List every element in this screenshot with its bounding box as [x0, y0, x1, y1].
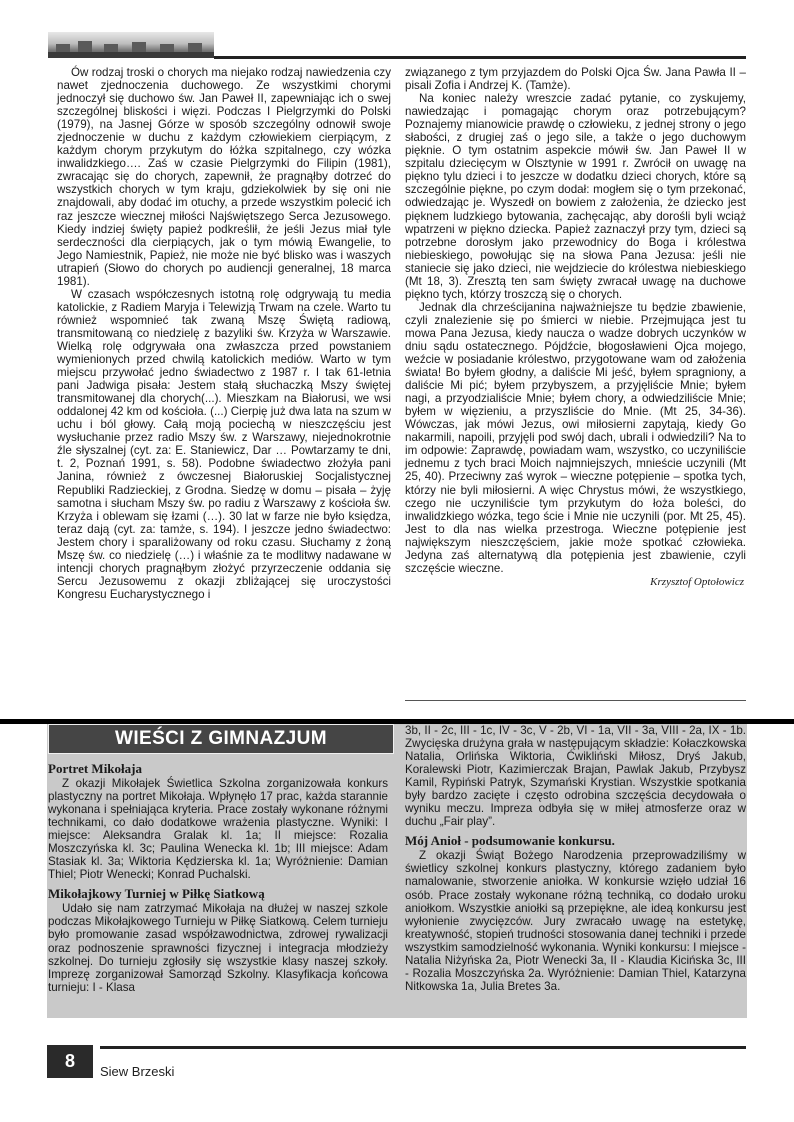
article-paragraph: związanego z tym przyjazdem do Polski Ojca Św. Jana Pawła II – pisali Zofia i Andrzej K. (Tamże). [405, 66, 746, 93]
article-paragraph: Ów rodzaj troski o chorych ma niejako rodzaj nawiedzenia czy nawet zjednoczenia duchowego. Ze wszystkimi chorymi jednoczył się duchowo św. Jan Paweł II, zapewniając ich o swej szczególnej bliskości i więzi. Podczas I Pielgrzymki do Polski (1979), na Jasnej Górze w sposób szczególny odnowił swoje zjednoczenie w duchu z każdym człowiekiem cierpiącym, z każdym chorym przykutym do łóżka szpitalnego, czy wózka inwalidzkiego…. Zaś w czasie Pielgrzymki do Filipin (1981), zwracając się do chorych, zapewnił, że pragnąłby dotrzeć do wszystkich chorych w tym kraju, gdziekolwiek by się oni nie znajdowali, aby dodać im otuchy, a przede wszystkim polecić ich raz jeszcze wiecznej miłości Najświętszego Serca Jezusowego. Kiedy indziej święty papież podkreślił, że jeśli Jezus miał tyle serdeczności dla cierpiących, jak o tym mówią Ewangelie, to Jego Namiestnik, Papież, nie może nie być blisko was i waszych utrapień (Słowo do chorych po audiencji generalnej, 18 marca 1981). [57, 66, 391, 288]
angel-heading: Mój Anioł - podsumowanie konkursu. [405, 833, 615, 849]
header-village-photo [48, 32, 214, 58]
portrait-text: Z okazji Mikołajek Świetlica Szkolna zorganizowała konkurs plastyczny na portret Mikołaja. Wpłynęło 17 prac, każda starannie wykonana i spełniająca kryteria. Prace zostały wykonane różnymi technikami, co dało dodatkowe wrażenia plastyczne. Wyniki: I miejsce: Aleksandra Gralak kl. 1a; II miejsce: Rozalia Moszczyńska kl. 3c; Paulina Wenecka kl. 1b; III miejsce: Adam Stasiak kl. 3a; Wiktoria Kędzierska kl. 1a; Wyróżnienie: Damian Thiel; Piotr Wenecki; Konrad Puchalski. [48, 777, 388, 882]
signature-rule [405, 700, 746, 701]
section-title-banner [48, 724, 394, 754]
volleyball-text-continued: 3b, II - 2c, III - 1c, IV - 3c, V - 2b, VI - 1a, VII - 3a, VIII - 2a, IX - 1b. Zwycięska drużyna grała w następującym składzie: Kołaczkowska Natalia, Orlińska Wiktoria, Ćwikliński Miłosz, Dryś Jakub, Koralewski Piotr, Kazimierczak Brajan, Pawlak Jakub, Przybysz Kamil, Rypiński Patryk, Szymański Krystian. Wszystkie spotkania były bardzo zacięte i często odrobina szczęścia decydowała o wyniku meczu. Impreza odbyła się w miłej atmosferze oraz w duchu „Fair play”. [405, 724, 746, 829]
article-column-left [57, 66, 391, 601]
volleyball-text: Udało się nam zatrzymać Mikołaja na dłużej w naszej szkole podczas Mikołajkowego Turnieju w Piłkę Siatkową. Celem turnieju było promowanie zasad współzawodnictwa, zdrowej rywalizacji oraz podnoszenie sprawności fizycznej i integracja młodzieży szkolnej. Do turnieju zgłosiły się wszystkie klasy naszej szkoły. Imprezę zorganizował Samorząd Szkolny. Klasyfikacja końcowa turnieju: I - Klasa [48, 902, 388, 994]
volleyball-heading: Mikołajkowy Turniej w Piłkę Siatkową [48, 886, 265, 902]
article-column-right [405, 66, 746, 589]
page-number: 8 [47, 1045, 93, 1078]
article-paragraph: W czasach współczesnych istotną rolę odgrywają tu media katolickie, z Radiem Maryja i Telewizją Trwam na czele. Warto tu również wspomnieć tak zwaną Mszę Świętą radiową, transmitowaną co niedzielę z bazyliki św. Krzyża w Warszawie. Wielką rolę odgrywała ona zwłaszcza przed powstaniem wymienionych przed chwilą katolickich mediów. Warto w tym miejscu przywołać jedno świadectwo z 1987 r. I tak 61-letnia pani Jadwiga pisała: Jestem stałą słuchaczką Mszy świętej transmitowanej dla chorych(...). Mieszkam na Białorusi, we wsi oddalonej 42 km od kościoła. (...) Cierpię już dwa lata na szum w uchu i ból głowy. Całą moją pociechą w nieszczęściu jest wysłuchanie przez radio Mszy św. z Warszawy, niejednokrotnie źle słyszalnej (cyt. za: E. Staniewicz, Dar … Powtarzamy te dni, t. 2, Poznań 1991, s. 58). Podobne świadectwo złożyła pani Janina, również z ówczesnej Białoruskiej Socjalistycznej Republiki Radzieckiej, z Grodna. Siedzę w domu – pisała – żyję samotna i słucham Mszy św. po radiu z Warszawy z kościoła św. Krzyża i oblewam się łzami (…). 30 lat w farze nie było księdza, teraz dają (cyt. za: tamże, s. 194). I jeszcze jedno świadectwo: Jestem chory i sparaliżowany od roku czasu. Słuchamy z żoną Mszę św. co niedzielę (…) i właśnie za te modlitwy nadawane w intencji chorych pragnąłbym złożyć przyrzeczenie oddania się Sercu Jezusowemu z okazji zbliżającej się uroczystości Kongresu Eucharystycznego i [57, 287, 391, 601]
news-column-right [405, 724, 746, 993]
article-author: Krzysztof Optołowicz [650, 575, 744, 588]
publication-name: Siew Brzeski [100, 1064, 175, 1079]
section-title: WIEŚCI Z GIMNAZJUM [115, 728, 327, 749]
news-column-left [48, 756, 388, 994]
portrait-heading: Portret Mikołaja [48, 761, 142, 776]
header-rule [214, 56, 746, 59]
article-paragraph: Jednak dla chrześcijanina najważniejsze tu będzie zbawienie, czyli znalezienie się po śmierci w niebie. Przejmująca jest tu mowa Pana Jezusa, kiedy naucza o wadze dobrych uczynków w dniu sądu ostatecznego. Pójdźcie, błogosławieni Ojca mojego, weźcie w posiadanie królestwo, przygotowane wam od założenia świata! Bo byłem głodny, a daliście Mi jeść, byłem spragniony, a daliście Mi pić; byłem przybyszem, a przyjęliście Mnie; byłem nagi, a przyodzialiście Mnie; byłem chory, a odwiedziliście Mnie; byłem w więzieniu, a przyszliście do Mnie. (Mt 25, 34-36). Wówczas, jak mówi Jezus, owi miłosierni zapytają, kiedy Go nakarmili, napoili, przyjęli pod swój dach, ubrali i odwiedzili? Na to im odpowie: Zaprawdę, powiadam wam, wszystko, co uczyniliście jednemu z tych braci Moich najmniejszych, mnieście uczynili (Mt 25, 40). Przeciwny zaś wyrok – wieczne potępienie – spotka tych, którzy nie byli miłosierni. A więc Chrystus mówi, że wszystkiego, czego nie uczyniliście tym przykutym do łoża boleści, do inwalidzkiego wózka, tego ście i Mnie nie uczynili (por. Mt 25, 45). Jest to dla nas wielka przestroga. Wieczne potępienie jest największym nieszczęściem, jakie może spotkać człowieka. Jedyna zaś alternatywą dla potępienia jest zbawienie, czyli szczęście wieczne. [405, 300, 746, 575]
angel-text: Z okazji Świąt Bożego Narodzenia przeprowadziliśmy w świetlicy szkolnej konkurs plastyczny, którego zadaniem było namalowanie, stworzenie aniołka. W konkursie wzięło udział 16 osób. Prace zostały wykonane różną techniką, co dodało uroku aniołkom. Wszystkie aniołki są przepiękne, ale ideą konkursu jest wyłonienie zwycięzców. Jury zwracało uwagę na estetykę, kreatywność, stopień trudności stosowania danej techniki i przede wszystkim samodzielność wykonania. Wyniki konkursu: I miejsce - Natalia Niżyńska 2a, Piotr Wenecki 3a, II - Klaudia Kicińska 3c, III - Rozalia Moszczyńska 2a. Wyróżnienie: Damian Thiel, Katarzyna Nitkowska 1a, Julia Bretes 3a. [405, 849, 746, 993]
footer-rule [100, 1046, 746, 1049]
article-paragraph: Na koniec należy wreszcie zadać pytanie, co zyskujemy, nawiedzając i pomagając chorym oraz potrzebującym? Poznajemy mianowicie prawdę o człowieku, z jednej strony o jego słabości, z drugiej zaś o jego sile, a także o jego duchowym pięknie. O tym ostatnim aspekcie mówił św. Jan Paweł II w szpitalu dziecięcym w Olsztynie w 1991 r. Zwrócił on uwagę na piękno tylu dzieci i to jeszcze w dodatku dzieci chorych, które są szczególnie piękne, po czym dodał: mogłem się o tym przekonać, odwiedzając je. Wyszedł on bowiem z założenia, że dziecko jest pięknem ludzkiego bytowania, zachęcając, aby dorośli byli wciąż wpatrzeni w piękno dziecka. Papież zaznaczył przy tym, dzieci są potrzebne dorosłym jako przewodnicy do Boga i królestwa niebieskiego, powołując się na słowa Pana Jezusa: jeśli nie staniecie się jako dzieci, nie wejdziecie do królestwa niebieskiego (Mt 18, 3). Zresztą ten sam święty zwracał uwagę na duchowe piękno tych, którzy troszczą się o chorych. [405, 92, 746, 301]
